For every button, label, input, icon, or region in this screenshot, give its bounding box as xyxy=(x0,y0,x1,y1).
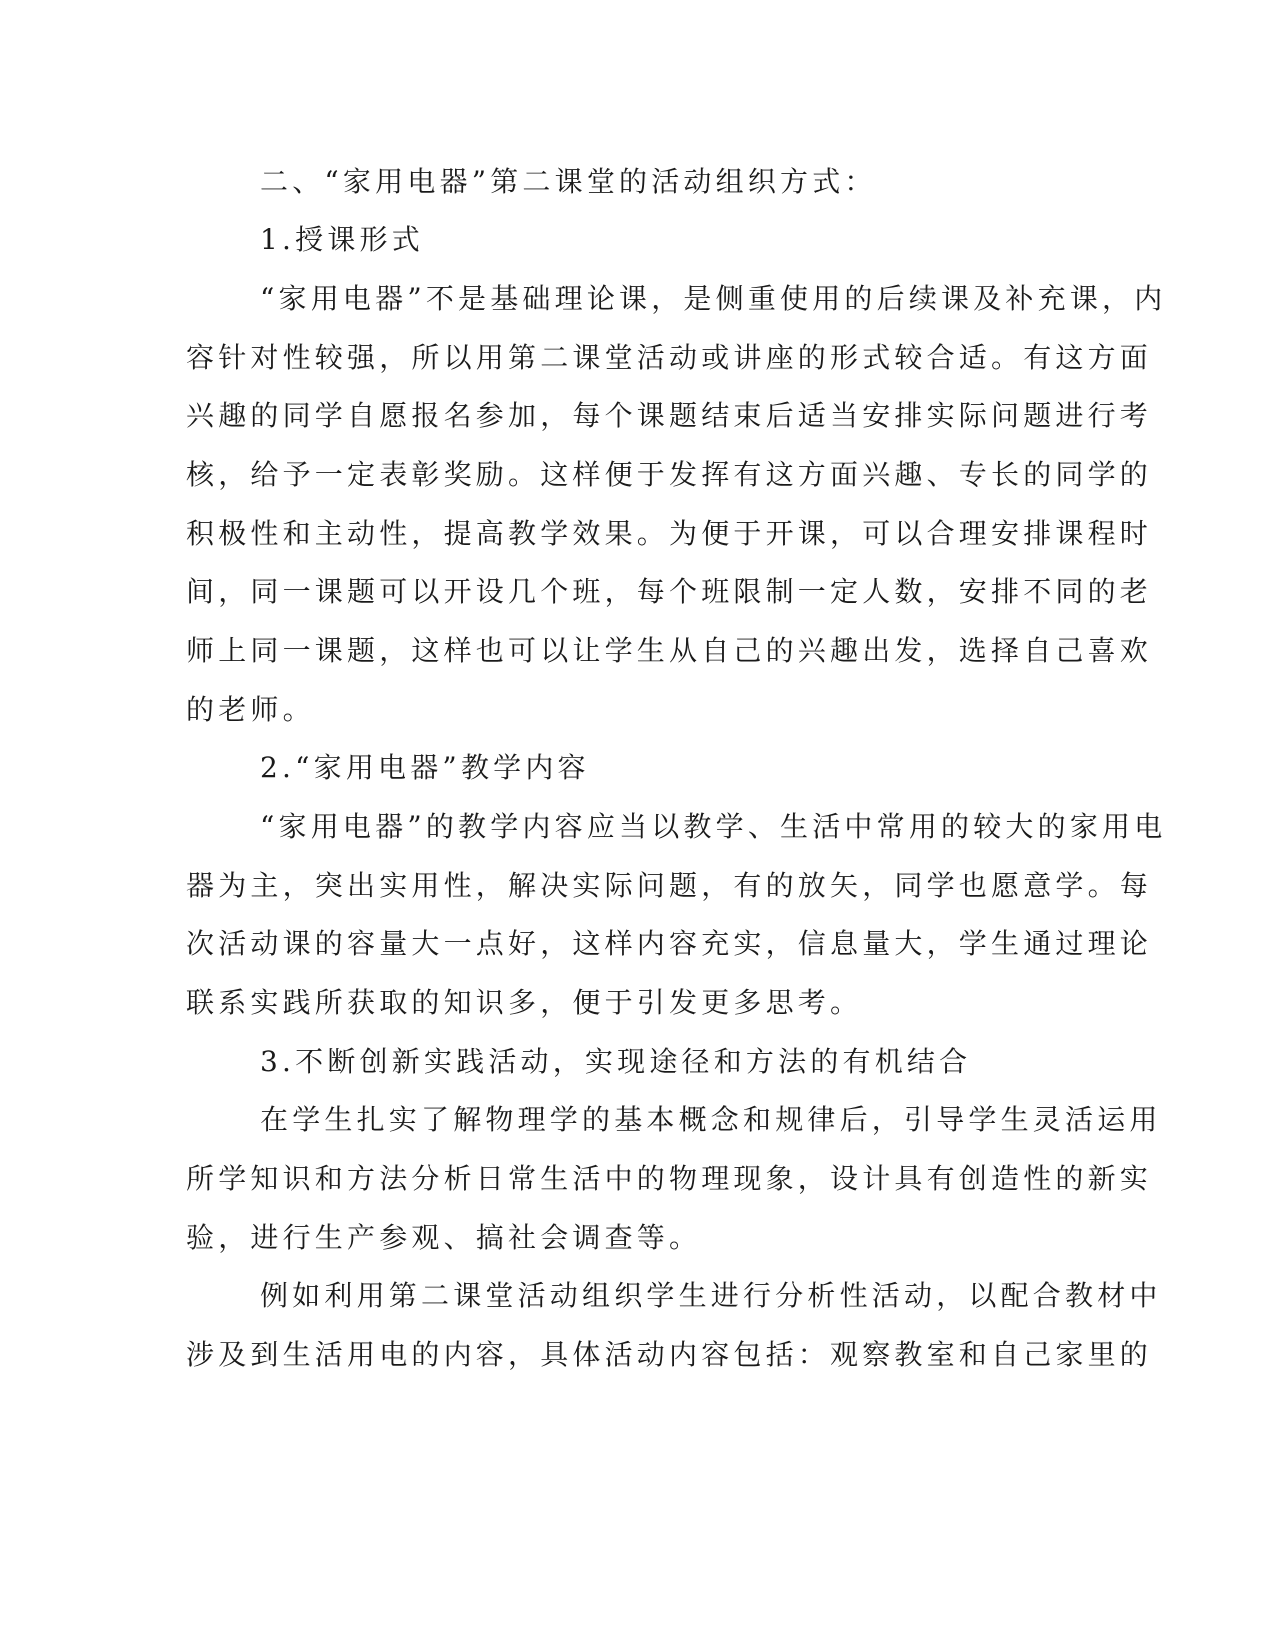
paragraph-line: 的老师。 xyxy=(186,693,315,726)
paragraph-line: 在学生扎实了解物理学的基本概念和规律后，引导学生灵活运用 xyxy=(260,1103,1162,1136)
paragraph-line: 涉及到生活用电的内容，具体活动内容包括：观察教室和自己家里的 xyxy=(186,1338,1153,1371)
paragraph-line: 核，给予一定表彰奖励。这样便于发挥有这方面兴趣、专长的同学的 xyxy=(186,458,1153,491)
subsection-title-2: 2.“家用电器”教学内容 xyxy=(260,751,590,784)
subsection-title-3: 3.不断创新实践活动，实现途径和方法的有机结合 xyxy=(260,1045,972,1078)
paragraph-line: 兴趣的同学自愿报名参加，每个课题结束后适当安排实际问题进行考 xyxy=(186,399,1153,432)
paragraph-line: 联系实践所获取的知识多，便于引发更多思考。 xyxy=(186,986,863,1019)
paragraph-line: 验，进行生产参观、搞社会调查等。 xyxy=(186,1221,702,1254)
paragraph-line: 例如利用第二课堂活动组织学生进行分析性活动，以配合教材中 xyxy=(260,1279,1162,1312)
paragraph-line: 积极性和主动性，提高教学效果。为便于开课，可以合理安排课程时 xyxy=(186,517,1153,550)
section-heading: 二、“家用电器”第二课堂的活动组织方式： xyxy=(260,165,877,198)
paragraph-line: 次活动课的容量大一点好，这样内容充实，信息量大，学生通过理论 xyxy=(186,927,1153,960)
paragraph-line: 间，同一课题可以开设几个班，每个班限制一定人数，安排不同的老 xyxy=(186,575,1153,608)
paragraph-line: 所学知识和方法分析日常生活中的物理现象，设计具有创造性的新实 xyxy=(186,1162,1153,1195)
paragraph-line: 师上同一课题，这样也可以让学生从自己的兴趣出发，选择自己喜欢 xyxy=(186,634,1153,667)
paragraph-line: “家用电器”的教学内容应当以教学、生活中常用的较大的家用电 xyxy=(260,810,1167,843)
paragraph-line: “家用电器”不是基础理论课，是侧重使用的后续课及补充课，内 xyxy=(260,282,1167,315)
subsection-title-1: 1.授课形式 xyxy=(260,223,424,256)
paragraph-line: 器为主，突出实用性，解决实际问题，有的放矢，同学也愿意学。每 xyxy=(186,869,1153,902)
paragraph-line: 容针对性较强，所以用第二课堂活动或讲座的形式较合适。有这方面 xyxy=(186,341,1153,374)
